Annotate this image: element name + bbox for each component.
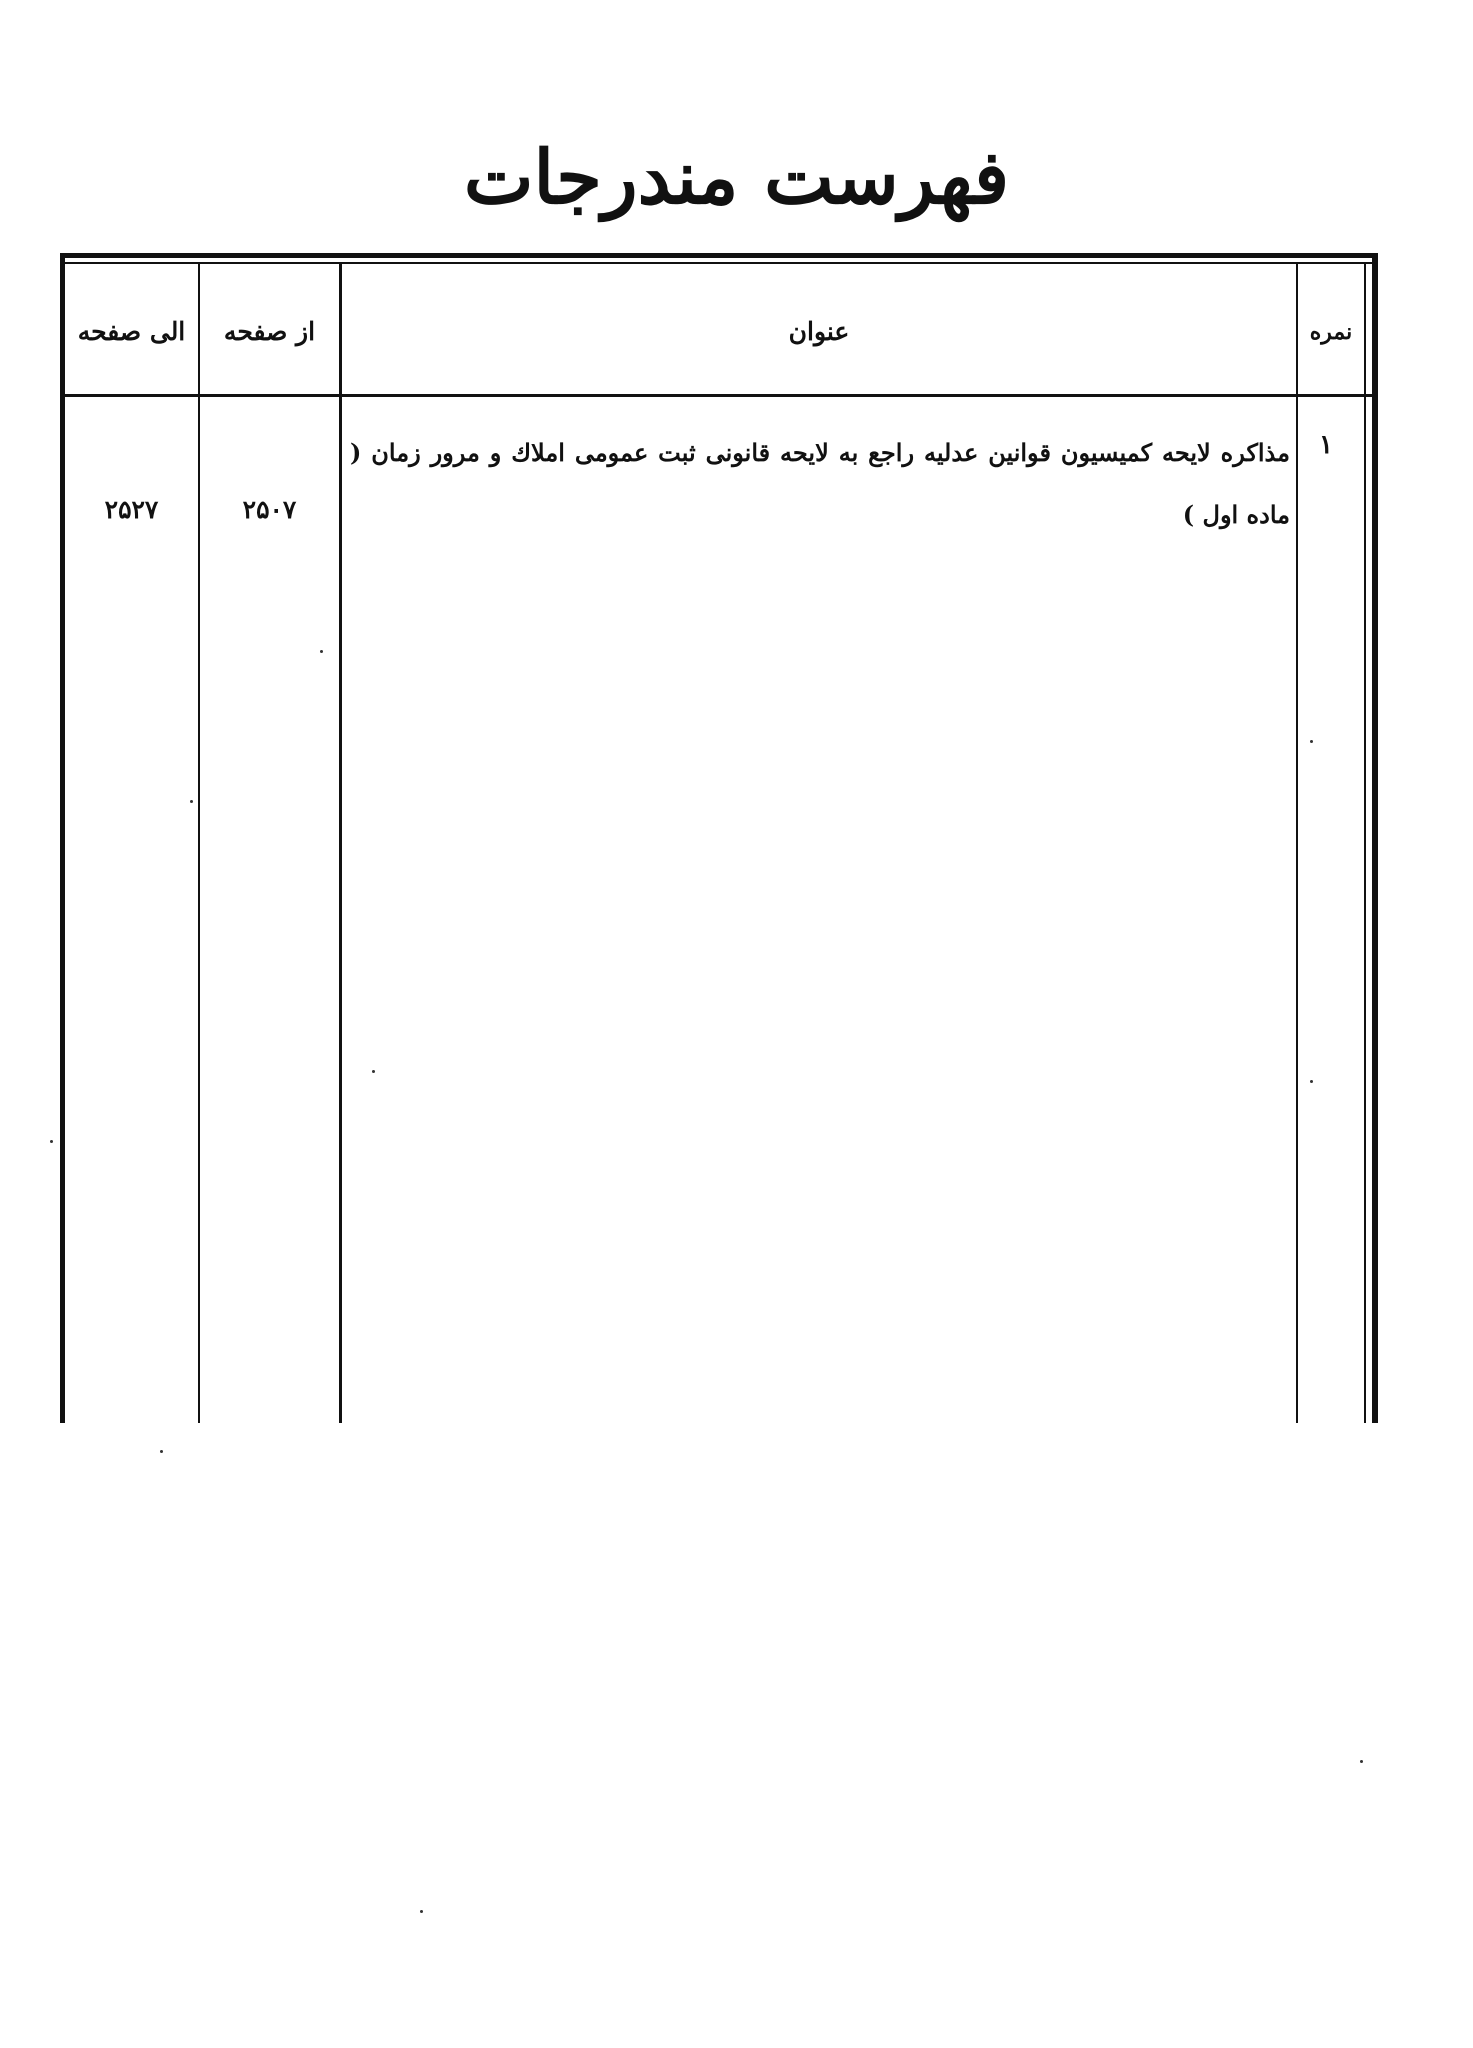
column-divider-subject-number	[1296, 262, 1298, 1423]
header-from-page: از صفحه	[223, 317, 316, 346]
header-bottom-border	[65, 394, 1372, 397]
row-subject: مذاكره لايحه كميسيون قوانين عدليه راجع به لايحه قانونی ثبت عمومی املاك و مرور زمان ( ماده اول )	[350, 438, 1290, 529]
header-number: نمره	[1309, 319, 1353, 345]
scan-speck	[1360, 1760, 1363, 1763]
scan-speck	[420, 1910, 423, 1913]
table-right-border	[1372, 253, 1378, 1423]
table-top-border	[60, 253, 1378, 258]
header-subject: عنوان	[788, 317, 850, 346]
table-right-inner-border	[1364, 262, 1366, 1423]
column-divider-from-subject	[339, 262, 342, 1423]
scan-speck	[50, 1140, 53, 1143]
row-to-page: ۲۵۲۷	[104, 495, 159, 524]
scan-speck	[320, 650, 323, 653]
scan-speck	[1310, 1080, 1313, 1083]
column-divider-to-from	[198, 262, 200, 1423]
scan-speck	[160, 1450, 163, 1453]
page-title: فهرست مندرجات	[463, 135, 1010, 221]
scan-speck	[372, 1070, 375, 1073]
scan-speck	[190, 800, 193, 803]
row-number: ۱	[1319, 430, 1333, 460]
row-from-page: ۲۵۰۷	[242, 495, 297, 524]
scan-speck	[1310, 740, 1313, 743]
table-left-border	[60, 253, 65, 1423]
table-top-inner-border	[60, 262, 1378, 264]
header-to-page: الی صفحه	[77, 317, 186, 346]
